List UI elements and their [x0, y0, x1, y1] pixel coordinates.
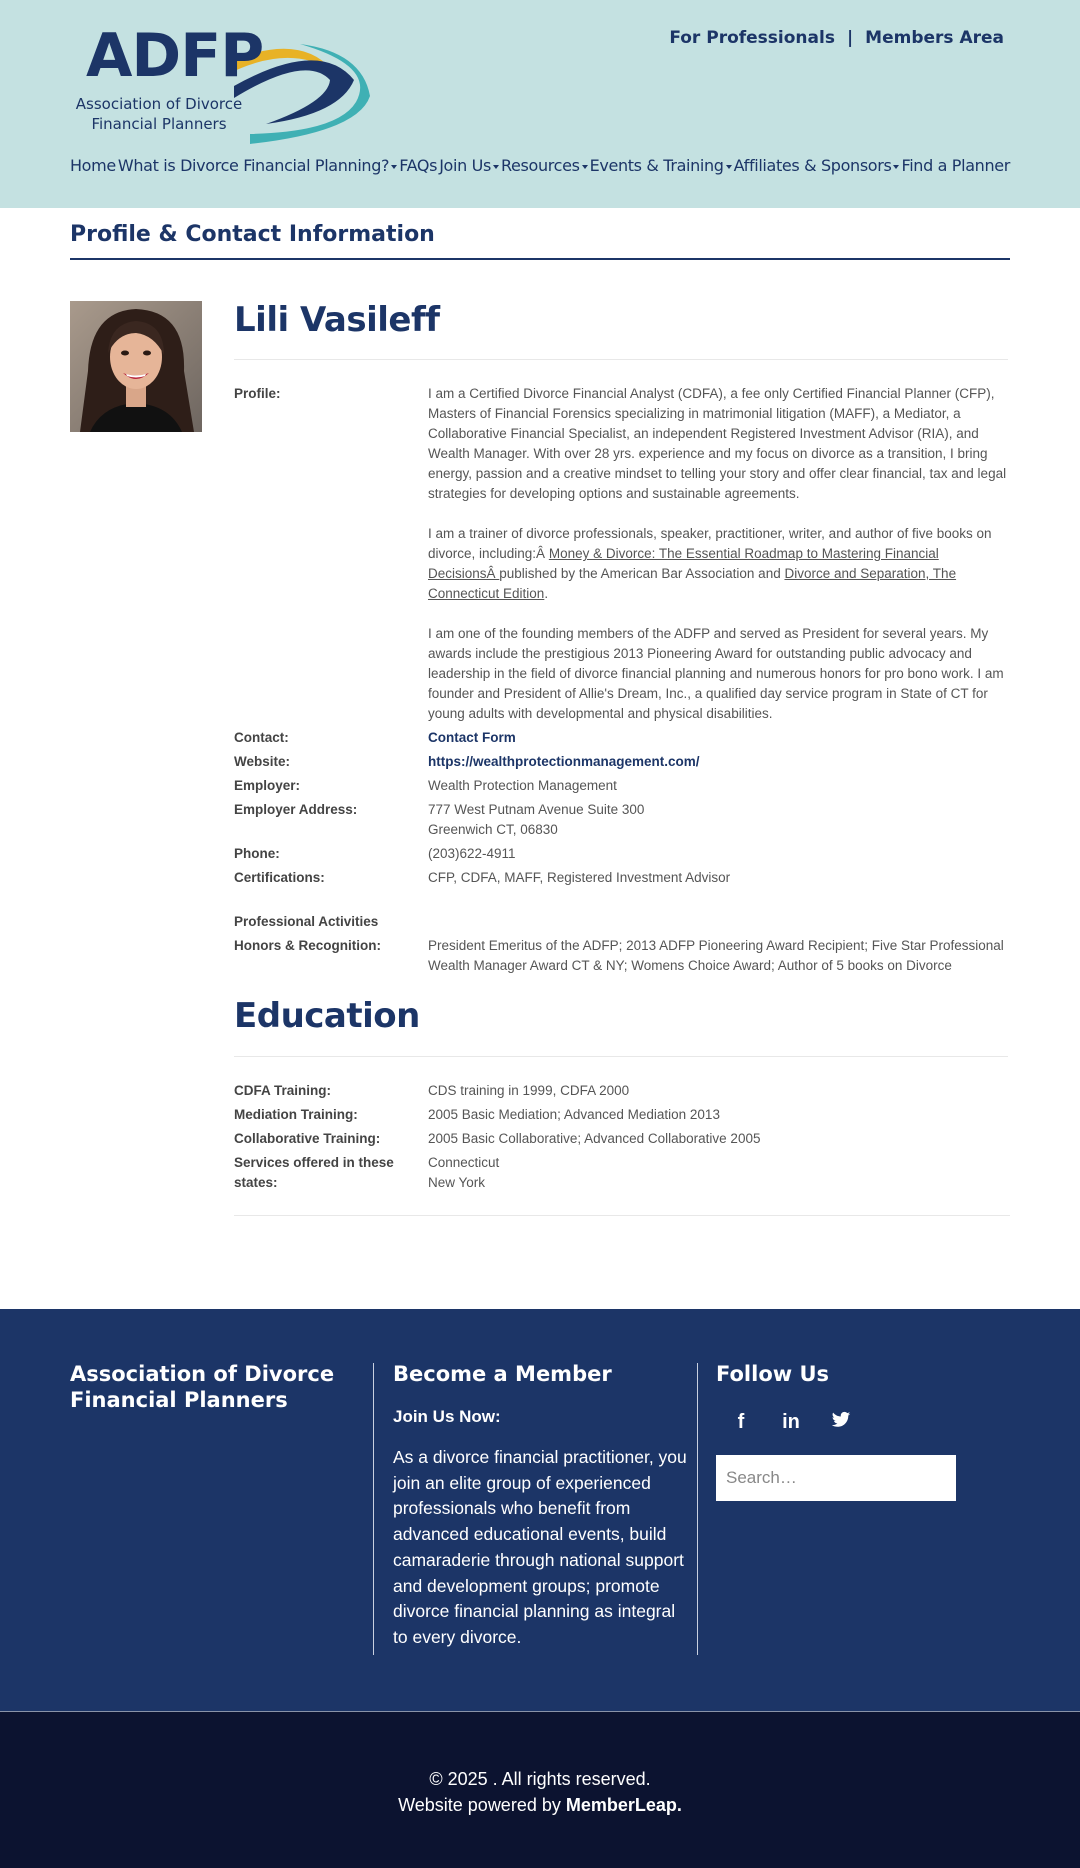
certifications-value: CFP, CDFA, MAFF, Registered Investment Advisor — [428, 870, 731, 885]
nav-label: Affiliates & Sponsors — [733, 156, 892, 175]
follow-us-heading: Follow Us — [716, 1362, 830, 1386]
address-value — [428, 800, 1008, 840]
education-end-divider — [234, 1215, 1010, 1216]
services-states-value — [428, 1153, 1008, 1193]
cdfa-training-label: CDFA Training: — [234, 1083, 331, 1098]
website-link[interactable]: https://wealthprotectionmanagement.com/ — [428, 754, 700, 769]
nav-label: Resources — [501, 156, 580, 175]
cdfa-training-value: CDS training in 1999, CDFA 2000 — [428, 1083, 630, 1098]
nav-item-events-training[interactable] — [590, 156, 732, 175]
site-header — [0, 0, 1080, 208]
caret-down-icon — [493, 165, 499, 169]
mediation-training-value: 2005 Basic Mediation; Advanced Mediation 2013 — [428, 1107, 720, 1122]
address-line-2: Greenwich CT, 06830 — [428, 822, 558, 837]
caret-down-icon — [391, 165, 397, 169]
facebook-icon[interactable]: f — [737, 1411, 745, 1433]
name-divider — [234, 359, 1008, 360]
nav-label: Events & Training — [589, 156, 724, 175]
phone-value: (203)622-4911 — [428, 846, 516, 861]
powered-by — [0, 1792, 1080, 1818]
join-description: As a divorce financial practitioner, you join an elite group of experienced professionals who benefit from advanced educational events, build camaraderie through national support and development groups; promote divorce financial planning as integral to every divorce. — [393, 1447, 687, 1647]
website-label: Website: — [234, 754, 291, 769]
logo-wordmark: ADFP — [86, 21, 264, 91]
employer-value: Wealth Protection Management — [428, 778, 617, 793]
address-line-1: 777 West Putnam Avenue Suite 300 — [428, 802, 645, 817]
nav-item-affiliates-sponsors[interactable] — [734, 156, 900, 175]
nav-label: What is Divorce Financial Planning? — [117, 156, 390, 175]
twitter-icon[interactable] — [830, 1411, 852, 1435]
memberleap-link[interactable]: MemberLeap. — [565, 1795, 682, 1815]
honors-value: President Emeritus of the ADFP; 2013 ADFP Pioneering Award Recipient; Five Star Professional Wealth Manager Award CT & NY; Womens Choice Award; Author of 5 books on Divorce — [428, 938, 1004, 973]
caret-down-icon — [582, 165, 588, 169]
footer-membership — [393, 1361, 693, 1651]
phone-label: Phone: — [234, 846, 280, 861]
adfp-logo[interactable] — [70, 21, 370, 146]
bio-paragraph-2 — [428, 524, 1008, 604]
logo-tagline-line1: Association of Divorce — [75, 95, 243, 113]
state-item: Connecticut — [428, 1155, 500, 1170]
profile-label: Profile: — [234, 386, 281, 401]
member-name: Lili Vasileff — [234, 300, 440, 340]
footer-divider — [697, 1363, 698, 1655]
nav-item-faqs[interactable] — [399, 156, 437, 175]
nav-label: Home — [70, 156, 116, 175]
become-member-heading: Become a Member — [393, 1362, 612, 1386]
nav-item-resources[interactable] — [501, 156, 588, 175]
mediation-training-label: Mediation Training: — [234, 1107, 358, 1122]
linkedin-icon[interactable]: in — [782, 1411, 800, 1433]
book-link-money-divorce[interactable]: Money & Divorce: The Essential Roadmap to Mastering Financial DecisionsÂ — [428, 546, 939, 581]
services-states-label: Services offered in these states: — [234, 1155, 394, 1190]
contact-value — [428, 728, 1008, 748]
nav-item-find-a-planner[interactable] — [902, 156, 1010, 175]
main-nav — [70, 156, 1010, 175]
certifications-label: Certifications: — [234, 870, 325, 885]
footer-org-name: Association of Divorce Financial Planners — [70, 1362, 335, 1412]
contact-label: Contact: — [234, 730, 289, 745]
contact-form-link[interactable]: Contact Form — [428, 730, 516, 745]
bio-paragraph-1: I am a Certified Divorce Financial Analyst (CDFA), a fee only Certified Financial Planner (CFP), Masters of Financial Forensics specializing in matrimonial litigation (MAFF), a Mediator, a Collaborative Financial Specialist, an independent Registered Investment Advisor (RIA), and Wealth Manager. With over 28 yrs. experience and my focus on divorce as a transition, I bring energy, passion and a creative mindset to telling your story and offer clear financial, tax and legal strategies for developing options and sustainable agreements. — [428, 386, 1007, 501]
nav-label: Find a Planner — [901, 156, 1010, 175]
nav-item-what-is-divorce-financial-planning[interactable] — [118, 156, 397, 175]
book-link-divorce-separation[interactable]: Divorce and Separation, The Connecticut Edition — [428, 566, 957, 601]
footer-search-input[interactable] — [716, 1455, 956, 1501]
logo-tagline — [74, 94, 244, 134]
social-links — [730, 1411, 1016, 1435]
education-heading: Education — [234, 996, 420, 1036]
site-footer — [0, 1309, 1080, 1711]
nav-item-join-us[interactable] — [439, 156, 499, 175]
caret-down-icon — [893, 165, 899, 169]
collaborative-training-value: 2005 Basic Collaborative; Advanced Collaborative 2005 — [428, 1131, 761, 1146]
footer-follow — [716, 1361, 1016, 1501]
bio-text: I am a trainer of divorce professionals, speaker, practitioner, writer, and author of five books on divorce, including:Â — [428, 526, 992, 561]
nav-label: Join Us — [439, 156, 491, 175]
title-divider — [70, 258, 1010, 260]
profile-photo — [70, 301, 202, 432]
website-value — [428, 752, 1008, 772]
nav-label: FAQs — [399, 156, 438, 175]
address-label: Employer Address: — [234, 802, 358, 817]
nav-item-home[interactable] — [70, 156, 116, 175]
join-us-now-link[interactable]: Join Us Now: — [393, 1407, 501, 1426]
education-divider — [234, 1056, 1008, 1057]
copyright-bar — [0, 1711, 1080, 1868]
page-title: Profile & Contact Information — [70, 222, 435, 247]
collaborative-training-label: Collaborative Training: — [234, 1131, 381, 1146]
powered-by-text: Website powered by — [398, 1795, 566, 1815]
for-professionals-link[interactable]: For Professionals — [669, 28, 835, 48]
bio-paragraph-3: I am one of the founding members of the ADFP and served as President for several years. My awards include the prestigious 2013 Pioneering Award for outstanding public advocacy and leadership in the field of divorce financial planning and numerous honors for pro bono work. I am founder and President of Allie's Dream, Inc., a qualified day service program in State of CT for young adults with developmental and physical disabilities. — [428, 626, 1004, 721]
copyright-text: © 2025 . All rights reserved. — [429, 1769, 651, 1789]
honors-label: Honors & Recognition: — [234, 938, 381, 953]
caret-down-icon — [726, 165, 732, 169]
bio-text: . — [544, 586, 549, 601]
profile-bio — [428, 384, 1008, 724]
footer-divider — [373, 1363, 374, 1655]
state-item: New York — [428, 1175, 486, 1190]
professional-activities-label: Professional Activities — [234, 914, 379, 929]
logo-tagline-line2: Financial Planners — [91, 115, 227, 133]
top-links-separator: | — [846, 28, 854, 48]
top-links — [669, 28, 1004, 48]
employer-label: Employer: — [234, 778, 301, 793]
members-area-link[interactable]: Members Area — [865, 28, 1004, 48]
bio-text: published by the American Bar Association and — [499, 566, 785, 581]
